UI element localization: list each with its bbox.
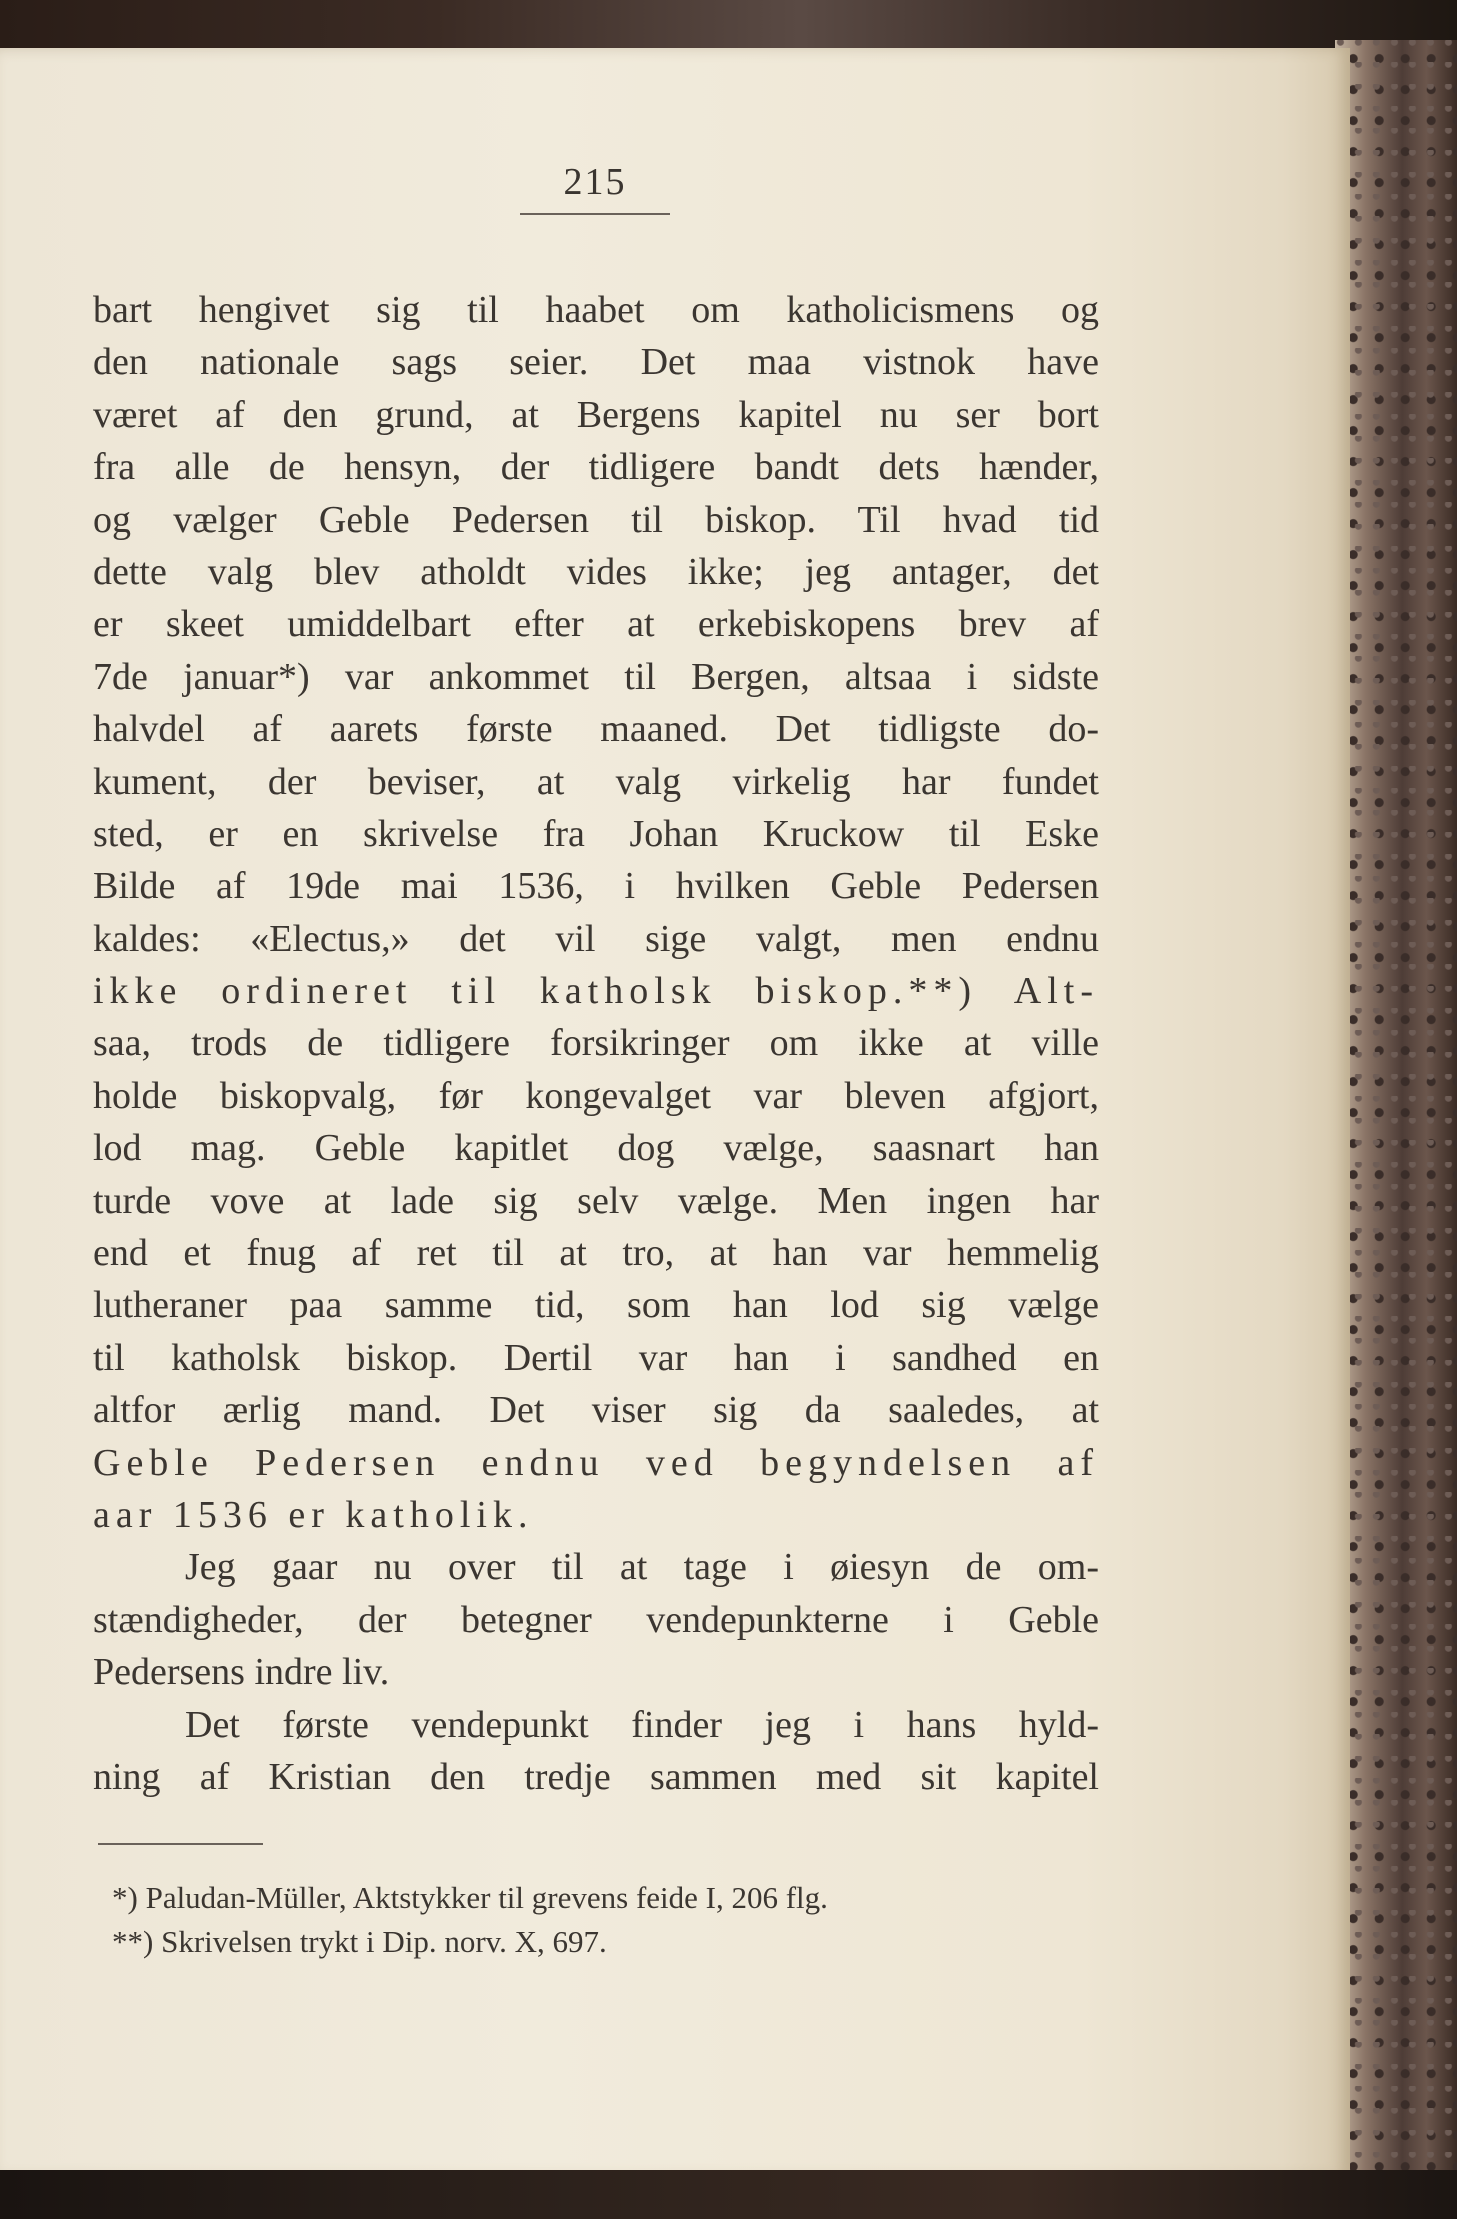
text-line: aar 1536 er katholik. (93, 1493, 534, 1536)
text-line: halvdel af aarets første maaned. Det tidligste do- (93, 708, 1099, 751)
footnote-rule (98, 1843, 263, 1845)
footnote: **) Skrivelsen trykt i Dip. norv. X, 697. (112, 1924, 607, 1959)
page-number-rule (520, 213, 670, 215)
text-line: været af den grund, at Bergens kapitel nu ser bort (93, 393, 1099, 436)
text-line: til katholsk biskop. Dertil var han i sandhed en (93, 1336, 1099, 1379)
text-line: lutheraner paa samme tid, som han lod sig vælge (93, 1284, 1099, 1327)
text-line: Geble Pedersen endnu ved begyndelsen af (93, 1441, 1099, 1484)
text-line: Pedersens indre liv. (93, 1651, 390, 1694)
text-line: stændigheder, der betegner vendepunkterne i Geble (93, 1598, 1099, 1641)
text-line: er skeet umiddelbart efter at erkebiskopens brev af (93, 603, 1099, 646)
text-line: sted, er en skrivelse fra Johan Kruckow til Eske (93, 812, 1099, 855)
text-line: kument, der beviser, at valg virkelig har fundet (93, 760, 1099, 803)
page-edge-stack (1335, 40, 1457, 2180)
text-line: og vælger Geble Pedersen til biskop. Til hvad tid (93, 498, 1099, 541)
text-line: 7de januar*) var ankommet til Bergen, altsaa i sidste (93, 655, 1099, 698)
text-line: den nationale sags seier. Det maa vistnok have (93, 341, 1099, 384)
page-number: 215 (563, 161, 627, 203)
text-line: altfor ærlig mand. Det viser sig da saaledes, at (93, 1389, 1099, 1432)
text-line: Det første vendepunkt finder jeg i hans hyld- (185, 1703, 1099, 1746)
text-line: ning af Kristian den tredje sammen med sit kapitel (93, 1755, 1099, 1798)
text-line: Bilde af 19de mai 1536, i hvilken Geble Pedersen (93, 865, 1099, 908)
text-line: dette valg blev atholdt vides ikke; jeg antager, det (93, 550, 1099, 593)
text-line: lod mag. Geble kapitlet dog vælge, saasnart han (93, 1127, 1099, 1170)
footnotes (112, 1876, 1112, 1964)
book-page (0, 48, 1350, 2178)
text-line: holde biskopvalg, før kongevalget var bleven afgjort, (93, 1074, 1099, 1117)
text-line: kaldes: «Electus,» det vil sige valgt, men endnu (93, 917, 1099, 960)
text-line: saa, trods de tidligere forsikringer om ikke at ville (93, 1022, 1099, 1065)
top-edge (0, 0, 1457, 52)
text-line: bart hengivet sig til haabet om katholicismens og (93, 289, 1099, 331)
text-line: Jeg gaar nu over til at tage i øiesyn de om- (185, 1546, 1099, 1589)
text-line: ikke ordineret til katholsk biskop.**) Alt- (93, 970, 1099, 1013)
bottom-edge (0, 2170, 1457, 2219)
footnote: *) Paludan-Müller, Aktstykker til grevens feide I, 206 flg. (112, 1880, 828, 1915)
text-line: fra alle de hensyn, der tidligere bandt dets hænder, (93, 446, 1099, 489)
text-line: end et fnug af ret til at tro, at han var hemmelig (93, 1232, 1099, 1275)
body-text (93, 284, 1099, 1803)
text-line: turde vove at lade sig selv vælge. Men ingen har (93, 1179, 1099, 1222)
